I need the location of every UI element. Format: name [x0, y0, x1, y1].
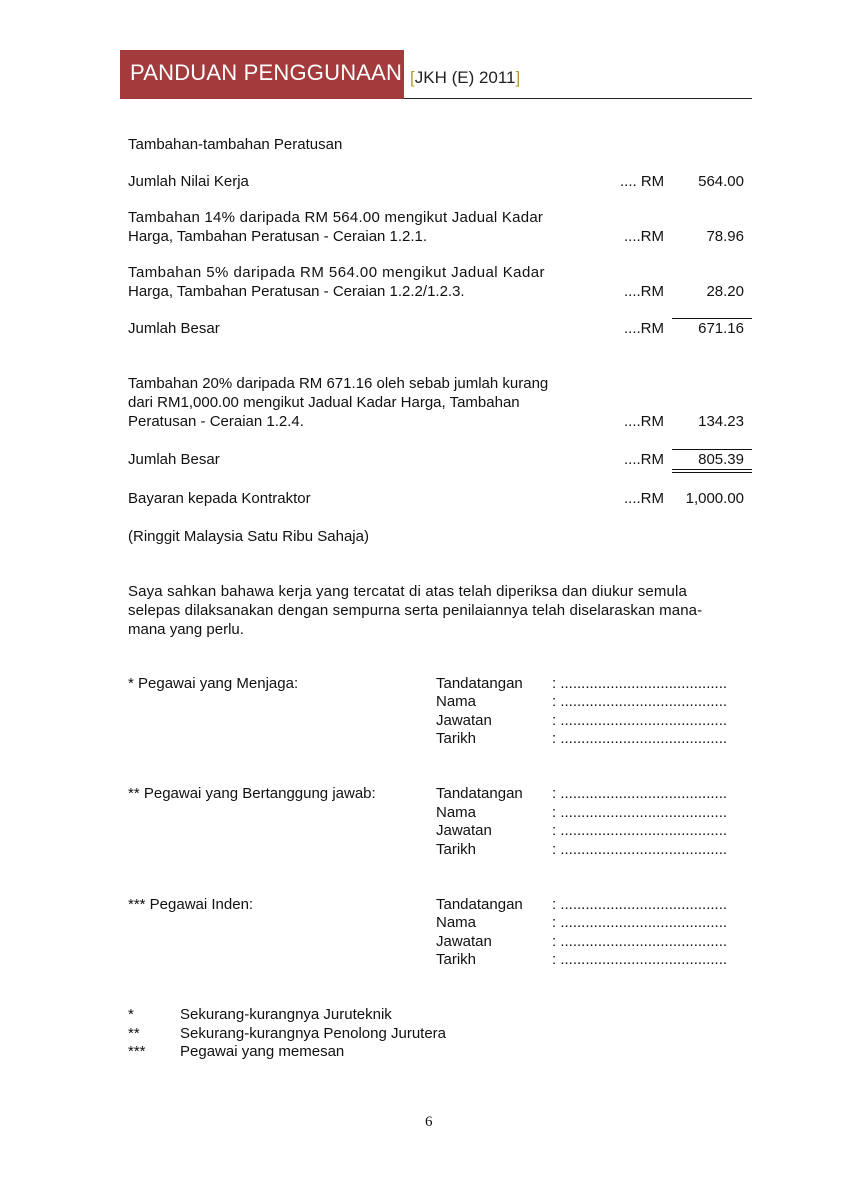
row-rm-jumlah-besar-1: ....RM — [624, 320, 664, 337]
row-amount-tambahan14: 78.96 — [706, 228, 744, 245]
field-tarikh-label: Tarikh — [436, 730, 477, 747]
field-tarikh-blank[interactable]: : ........................................ — [552, 951, 728, 968]
double-underline-bottom — [672, 472, 752, 473]
row-rm-tambahan5: ....RM — [624, 283, 664, 300]
field-nama-label: Nama — [436, 804, 477, 821]
row-rm-tambahan20: ....RM — [624, 413, 664, 430]
row-amount-jumlah-besar-1: 671.16 — [698, 320, 744, 337]
footnote-mark: *** — [128, 1043, 146, 1060]
field-tandatangan-label: Tandatangan — [436, 785, 523, 802]
field-nama-label: Nama — [436, 693, 477, 710]
footnote-text: Pegawai yang memesan — [180, 1043, 345, 1060]
officer-inden-label: *** Pegawai Inden: — [128, 896, 254, 913]
header-code — [410, 68, 520, 88]
field-tarikh-blank[interactable]: : ........................................ — [552, 730, 728, 747]
section-title: Tambahan-tambahan Peratusan — [128, 136, 343, 153]
field-nama-blank[interactable]: : ........................................ — [552, 914, 728, 931]
field-tandatangan-blank[interactable]: : ........................................ — [552, 675, 728, 692]
field-tandatangan-blank[interactable]: : ........................................ — [552, 896, 728, 913]
field-tarikh-label: Tarikh — [436, 951, 477, 968]
header-code-close: ] — [515, 68, 521, 87]
subtotal-rule-2 — [672, 449, 752, 450]
row-label-bayaran: Bayaran kepada Kontraktor — [128, 490, 311, 507]
row-amount-nilai-kerja: 564.00 — [698, 173, 744, 190]
certification-line-3: mana yang perlu. — [128, 621, 244, 638]
officer-bertanggungjawab-label: ** Pegawai yang Bertanggung jawab: — [128, 785, 376, 802]
row-amount-jumlah-besar-2: 805.39 — [698, 451, 744, 468]
field-jawatan-blank[interactable]: : ........................................ — [552, 933, 728, 950]
field-tarikh-blank[interactable]: : ........................................ — [552, 841, 728, 858]
row-amount-tambahan5: 28.20 — [706, 283, 744, 300]
row-label-nilai-kerja: Jumlah Nilai Kerja — [128, 173, 249, 190]
row-label-tambahan20-line3: Peratusan - Ceraian 1.2.4. — [128, 413, 304, 430]
row-rm-tambahan14: ....RM — [624, 228, 664, 245]
header-title: PANDUAN PENGGUNAAN — [130, 60, 403, 85]
certification-line-2: selepas dilaksanakan dengan sempurna serta penilaiannya telah diselaraskan mana- — [128, 602, 703, 619]
row-label-jumlah-besar-2: Jumlah Besar — [128, 451, 220, 468]
field-jawatan-label: Jawatan — [436, 933, 492, 950]
footnote-mark: * — [128, 1006, 134, 1023]
row-label-tambahan14-line1: Tambahan 14% daripada RM 564.00 mengikut Jadual Kadar — [128, 209, 544, 226]
certification-line-1: Saya sahkan bahawa kerja yang tercatat di atas telah diperiksa dan diukur semula — [128, 583, 687, 600]
field-nama-blank[interactable]: : ........................................ — [552, 693, 728, 710]
field-tandatangan-blank[interactable]: : ........................................ — [552, 785, 728, 802]
row-amount-tambahan20: 134.23 — [698, 413, 744, 430]
footnote-mark: ** — [128, 1025, 140, 1042]
footnote-text: Sekurang-kurangnya Penolong Jurutera — [180, 1025, 447, 1042]
footnote-text: Sekurang-kurangnya Juruteknik — [180, 1006, 392, 1023]
amount-in-words: (Ringgit Malaysia Satu Ribu Sahaja) — [128, 528, 369, 545]
row-label-tambahan20-line1: Tambahan 20% daripada RM 671.16 oleh sebab jumlah kurang — [128, 375, 549, 392]
row-rm-nilai-kerja: .... RM — [620, 173, 665, 190]
row-rm-jumlah-besar-2: ....RM — [624, 451, 664, 468]
row-rm-bayaran: ....RM — [624, 490, 664, 507]
header-code-open: [ — [410, 68, 415, 87]
row-label-tambahan5-line2: Harga, Tambahan Peratusan - Ceraian 1.2.2/1.2.3. — [128, 283, 465, 300]
row-label-tambahan20-line2: dari RM1,000.00 mengikut Jadual Kadar Harga, Tambahan — [128, 394, 520, 411]
officer-menjaga-label: * Pegawai yang Menjaga: — [128, 675, 299, 692]
header-code-text: JKH (E) 2011 — [414, 68, 516, 87]
field-tarikh-label: Tarikh — [436, 841, 477, 858]
field-tandatangan-label: Tandatangan — [436, 896, 523, 913]
field-jawatan-blank[interactable]: : ........................................ — [552, 712, 728, 729]
row-amount-bayaran: 1,000.00 — [685, 490, 744, 507]
header-rule — [404, 98, 752, 99]
field-nama-label: Nama — [436, 914, 477, 931]
double-underline-top — [672, 469, 752, 470]
subtotal-rule-1 — [672, 318, 752, 319]
row-label-tambahan14-line2: Harga, Tambahan Peratusan - Ceraian 1.2.1. — [128, 228, 428, 245]
row-label-tambahan5-line1: Tambahan 5% daripada RM 564.00 mengikut Jadual Kadar — [128, 264, 545, 281]
field-jawatan-label: Jawatan — [436, 822, 492, 839]
field-jawatan-label: Jawatan — [436, 712, 492, 729]
field-jawatan-blank[interactable]: : ........................................ — [552, 822, 728, 839]
field-nama-blank[interactable]: : ........................................ — [552, 804, 728, 821]
page-number: 6 — [425, 1114, 433, 1130]
field-tandatangan-label: Tandatangan — [436, 675, 523, 692]
row-label-jumlah-besar-1: Jumlah Besar — [128, 320, 220, 337]
